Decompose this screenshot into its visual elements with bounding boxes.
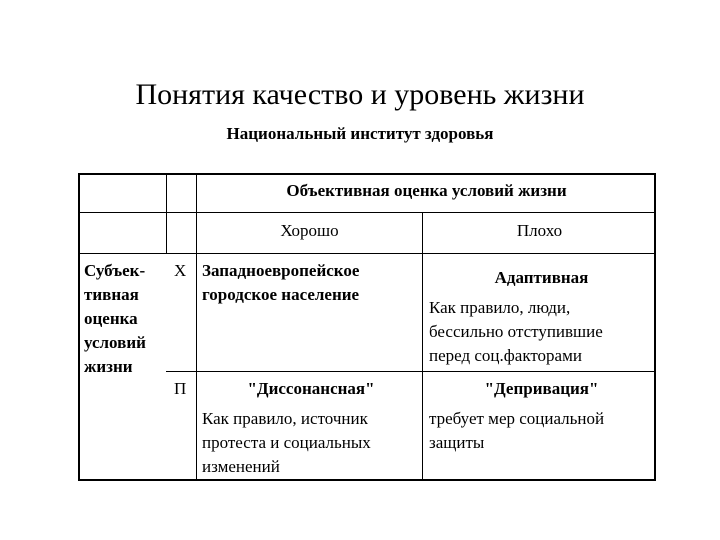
cell-bad-bad-line: защиты	[429, 433, 485, 452]
cell-bad-bad	[429, 377, 654, 455]
cell-good-good	[202, 259, 420, 307]
cell-bad-good-line: протеста и социальных	[202, 433, 371, 452]
cell-good-bad-line: Как правило, люди,	[429, 298, 571, 317]
column-header-good: Хорошо	[280, 221, 339, 240]
cell-bad-good-line: изменений	[202, 457, 280, 476]
cell-bad-bad-line: требует мер социальной	[429, 409, 605, 428]
cell-bad-good-line: Как правило, источник	[202, 409, 368, 428]
subjective-header-line: жизни	[84, 357, 133, 376]
column-header-bad: Плохо	[516, 221, 563, 240]
subjective-header-line: Субъек-	[84, 261, 146, 280]
cell-good-bad-line: бессильно отступившие	[429, 322, 603, 341]
table-border-bottom	[78, 479, 656, 481]
subjective-assessment-header	[84, 259, 166, 379]
divider-under-objective-header	[78, 212, 656, 213]
subjective-header-line: тивная	[84, 285, 139, 304]
slide-subtitle: Национальный институт здоровья	[226, 124, 494, 143]
cell-bad-good-title: "Диссонансная"	[247, 379, 375, 398]
cell-good-bad-title: Адаптивная	[494, 268, 589, 287]
divider-col3	[422, 213, 423, 481]
row-label-bad: П	[174, 379, 187, 398]
cell-good-bad	[429, 266, 654, 368]
cell-bad-bad-title: "Депривация"	[484, 379, 599, 398]
table-border-left	[78, 173, 80, 481]
subjective-header-line: условий	[84, 333, 146, 352]
table-border-top	[78, 173, 656, 175]
quality-of-life-table	[78, 173, 656, 481]
cell-bad-good	[202, 377, 420, 479]
slide-title: Понятия качество и уровень жизни	[135, 78, 585, 111]
objective-assessment-header: Объективная оценка условий жизни	[286, 181, 567, 200]
cell-good-good-line: Западноевропейское	[202, 261, 360, 280]
divider-col1-top	[166, 173, 167, 254]
divider-under-column-headers	[78, 253, 656, 254]
row-label-good: Х	[174, 261, 187, 280]
cell-good-good-line: городское население	[202, 285, 360, 304]
subjective-header-line: оценка	[84, 309, 138, 328]
divider-between-rows	[166, 371, 656, 372]
cell-good-bad-line: перед соц.факторами	[429, 346, 582, 365]
